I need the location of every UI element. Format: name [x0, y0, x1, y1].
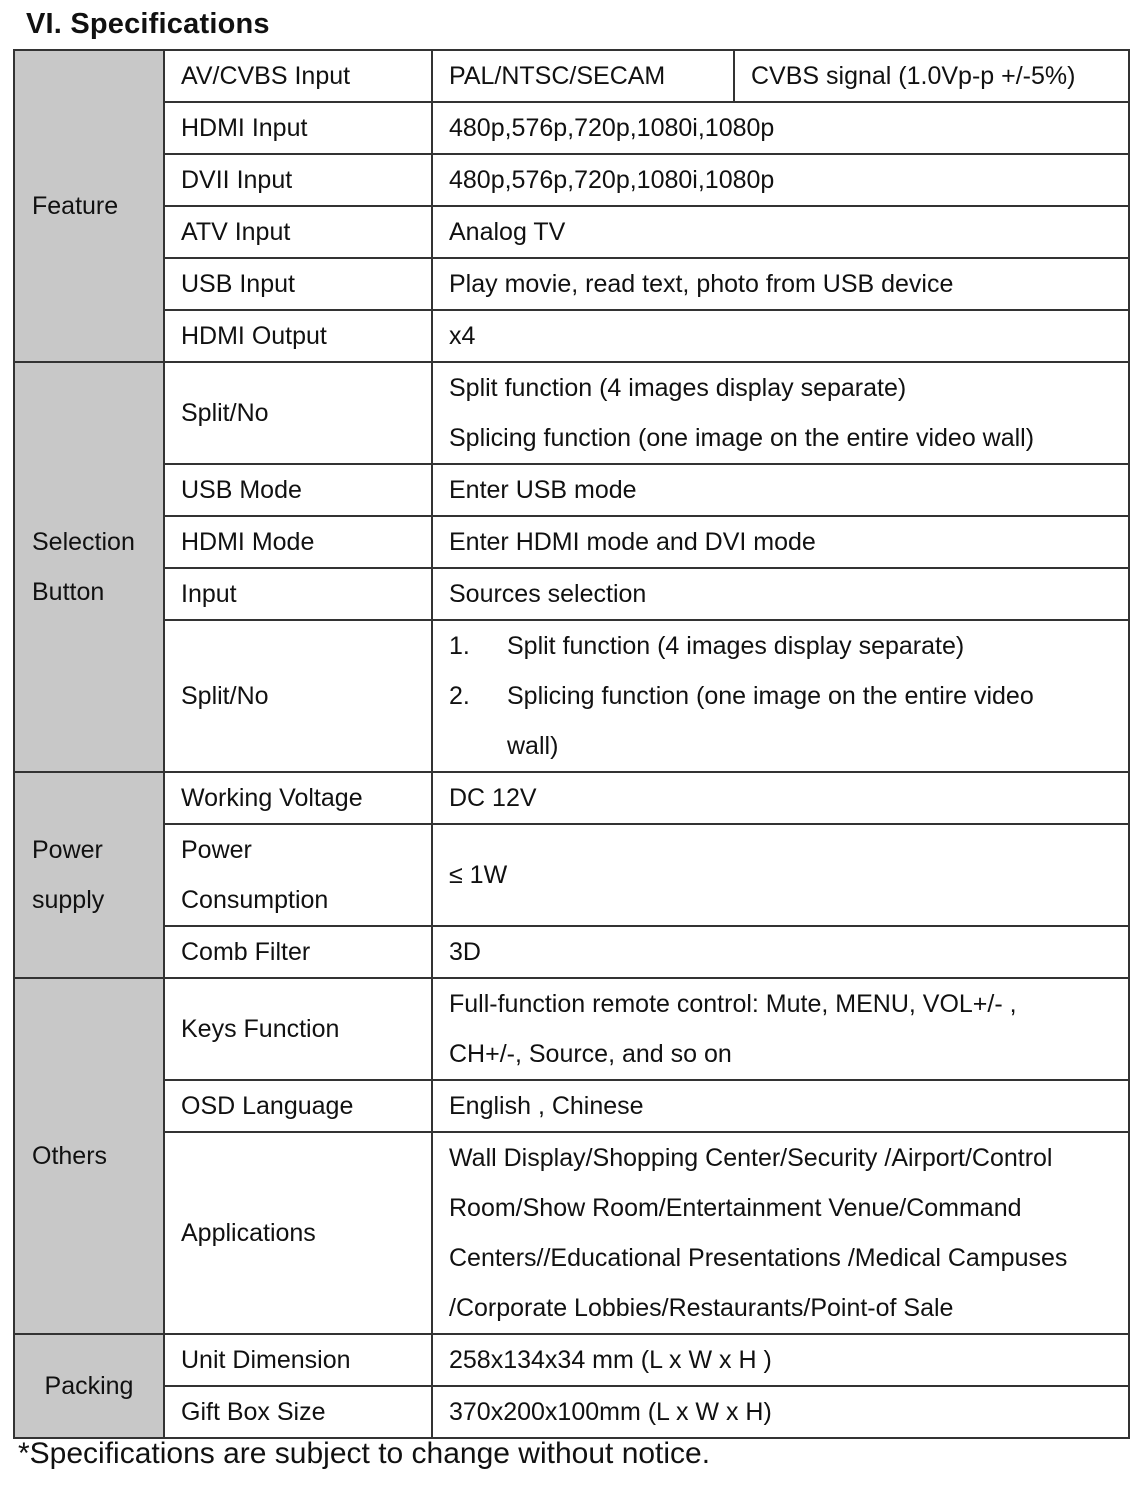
category-cell-selection-button [14, 362, 164, 772]
category-label-line: Button [32, 578, 105, 606]
item-number: 1. [449, 632, 470, 660]
category-cell-packing [14, 1334, 164, 1438]
item-text: Split function (4 images display separate) [507, 632, 965, 660]
spec-value: 480p,576p,720p,1080i,1080p [432, 154, 1129, 206]
spec-label: HDMI Output [164, 310, 432, 362]
value-line: Full-function remote control: Mute, MENU, VOL+/- , [449, 990, 1017, 1018]
spec-value: DC 12V [432, 772, 1129, 824]
spec-label: ATV Input [164, 206, 432, 258]
footnote: *Specifications are subject to change without notice. [18, 1437, 711, 1470]
spec-label: Gift Box Size [164, 1386, 432, 1438]
table-row [14, 464, 1129, 516]
label-line: Consumption [181, 886, 329, 914]
table-row [14, 102, 1129, 154]
spec-label: Split/No [164, 620, 432, 772]
spec-value: Enter HDMI mode and DVI mode [432, 516, 1129, 568]
spec-value [432, 978, 1129, 1080]
item-text: Splicing function (one image on the entire video [507, 682, 1034, 710]
spec-label: DVII Input [164, 154, 432, 206]
value-line: Room/Show Room/Entertainment Venue/Command [449, 1194, 1022, 1222]
spec-value: Analog TV [432, 206, 1129, 258]
spec-label: Input [164, 568, 432, 620]
spec-value: 258x134x34 mm (L x W x H ) [432, 1334, 1129, 1386]
spec-label: AV/CVBS Input [164, 50, 432, 102]
spec-label: USB Input [164, 258, 432, 310]
label-line: Power [181, 836, 252, 864]
spec-value: 480p,576p,720p,1080i,1080p [432, 102, 1129, 154]
category-label-line: supply [32, 886, 105, 914]
table-row [14, 1386, 1129, 1438]
value-line: CH+/-, Source, and so on [449, 1040, 732, 1068]
table-row [14, 362, 1129, 464]
spec-label: OSD Language [164, 1080, 432, 1132]
numbered-item [449, 621, 1128, 671]
table-row [14, 978, 1129, 1080]
spec-label: Comb Filter [164, 926, 432, 978]
spec-label: HDMI Input [164, 102, 432, 154]
spec-value: 3D [432, 926, 1129, 978]
spec-value: Sources selection [432, 568, 1129, 620]
spec-value [432, 1132, 1129, 1334]
spec-label: HDMI Mode [164, 516, 432, 568]
spec-value: x4 [432, 310, 1129, 362]
value-line: Centers//Educational Presentations /Medical Campuses [449, 1244, 1068, 1272]
category-label: Packing [44, 1372, 134, 1400]
table-row [14, 50, 1129, 102]
value-line: Split function (4 images display separate) [449, 374, 907, 402]
category-label: Others [32, 1142, 108, 1170]
category-cell-power-supply [14, 772, 164, 978]
value-line: Wall Display/Shopping Center/Security /Airport/Control [449, 1144, 1053, 1172]
table-row [14, 824, 1129, 926]
table-row [14, 1334, 1129, 1386]
item-continuation: wall) [507, 732, 559, 760]
spec-value: Play movie, read text, photo from USB device [432, 258, 1129, 310]
spec-label: Split/No [164, 362, 432, 464]
spec-value: ≤ 1W [432, 824, 1129, 926]
spec-value: Enter USB mode [432, 464, 1129, 516]
spec-label: Keys Function [164, 978, 432, 1080]
spec-label [164, 824, 432, 926]
spec-value: English , Chinese [432, 1080, 1129, 1132]
table-row [14, 1080, 1129, 1132]
value-line: Splicing function (one image on the entire video wall) [449, 424, 1035, 452]
spec-label: Working Voltage [164, 772, 432, 824]
spec-value: PAL/NTSC/SECAM [432, 50, 734, 102]
spec-value [432, 362, 1129, 464]
spec-label: Applications [164, 1132, 432, 1334]
table-row [14, 1132, 1129, 1334]
category-cell-feature [14, 50, 164, 362]
table-row [14, 926, 1129, 978]
table-row [14, 772, 1129, 824]
spec-label: Unit Dimension [164, 1334, 432, 1386]
numbered-item [449, 671, 1128, 721]
table-row [14, 568, 1129, 620]
table-row [14, 516, 1129, 568]
category-cell-others [14, 978, 164, 1334]
category-label-line: Selection [32, 528, 135, 556]
specifications-table [13, 49, 1130, 1439]
table-row [14, 310, 1129, 362]
table-row [14, 206, 1129, 258]
spec-value [432, 620, 1129, 772]
category-label: Feature [32, 192, 119, 220]
spec-label: USB Mode [164, 464, 432, 516]
spec-value: 370x200x100mm (L x W x H) [432, 1386, 1129, 1438]
table-row [14, 258, 1129, 310]
category-label-line: Power [32, 836, 103, 864]
page-title: VI. Specifications [26, 8, 270, 40]
spec-value-secondary: CVBS signal (1.0Vp-p +/-5%) [734, 50, 1129, 102]
table-row [14, 154, 1129, 206]
value-line: /Corporate Lobbies/Restaurants/Point-of Sale [449, 1294, 954, 1322]
item-number: 2. [449, 682, 470, 710]
table-row [14, 620, 1129, 772]
